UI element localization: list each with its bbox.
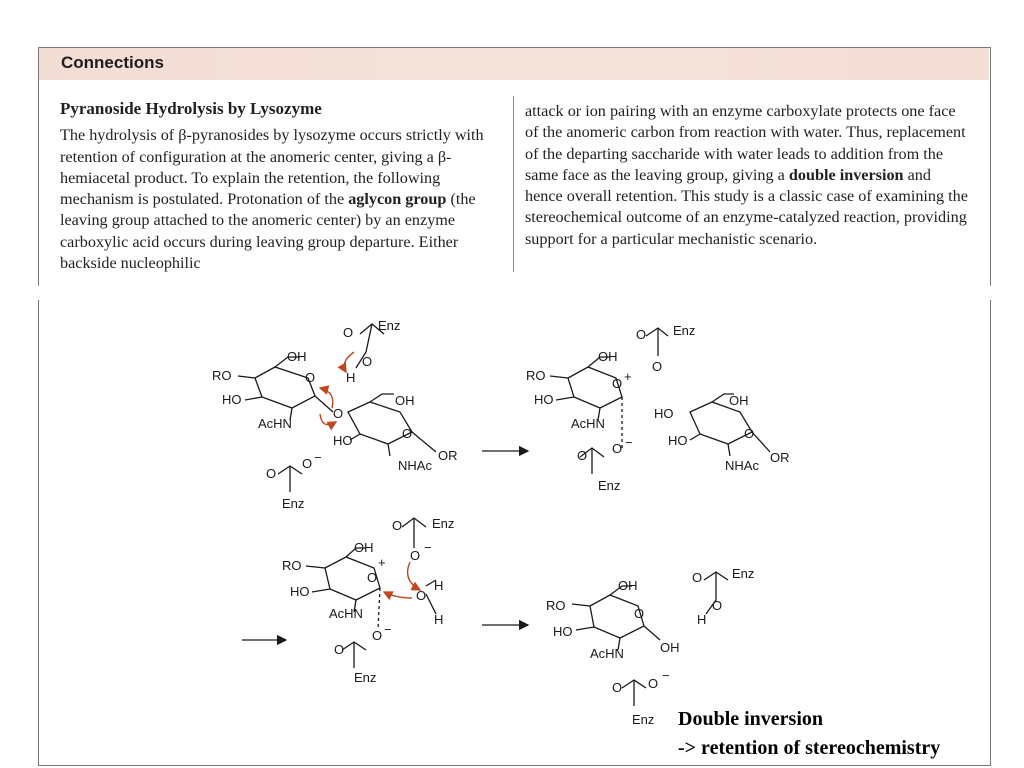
label-o: O	[634, 606, 645, 621]
label-o: O	[612, 441, 623, 456]
label-nhac: NHAc	[398, 458, 432, 473]
label-enz: Enz	[378, 318, 401, 333]
label-ho: HO	[222, 392, 242, 407]
label-o: O	[266, 466, 277, 481]
label-o: O	[652, 359, 663, 374]
label-oh: OH	[729, 393, 749, 408]
label-minus: −	[384, 622, 392, 637]
right-text-1: attack or ion pairing with an enzyme carboxylate protects one face of the anomeric carbon from reaction with water. Thus, replacement of the departing saccharide with water leads to addition from the same face as the leaving group, giving a	[525, 102, 966, 184]
label-o: O	[305, 370, 316, 385]
label-o: O	[372, 628, 383, 643]
label-ho: HO	[553, 624, 573, 639]
label-h: H	[346, 370, 356, 385]
label-o: O	[392, 518, 403, 533]
label-plus: +	[624, 369, 632, 384]
label-ro: RO	[282, 558, 302, 573]
label-ho: HO	[290, 584, 310, 599]
label-minus: −	[314, 450, 322, 465]
label-o: O	[648, 676, 659, 691]
label-ho: HO	[534, 392, 554, 407]
label-achn: AcHN	[571, 416, 605, 431]
label-o: O	[612, 680, 623, 695]
banner-title: Connections	[61, 53, 164, 72]
label-or: OR	[770, 450, 790, 465]
label-oh: OH	[395, 393, 415, 408]
label-oh: OH	[618, 578, 638, 593]
label-enz: Enz	[354, 670, 377, 685]
label-o: O	[367, 570, 378, 585]
label-minus: −	[424, 540, 432, 555]
conclusion-caption	[678, 705, 940, 763]
label-minus: −	[662, 668, 670, 683]
left-text-2: (the leaving group attached to the anomeric center) by an enzyme carboxylic acid occurs during leaving group departure. Either backside nucleophilic	[60, 190, 476, 273]
panel-water-arrows	[384, 562, 420, 598]
label-o: O	[343, 325, 354, 340]
label-minus: −	[625, 435, 633, 450]
caption-line-1: Double inversion	[678, 708, 824, 730]
label-enz: Enz	[598, 478, 621, 493]
label-enz: Enz	[282, 496, 305, 511]
label-o: O	[416, 588, 427, 603]
label-enz: Enz	[632, 712, 655, 727]
label-achn: AcHN	[590, 646, 624, 661]
label-o: O	[302, 456, 313, 471]
label-nhac: NHAc	[725, 458, 759, 473]
label-oh: OH	[598, 349, 618, 364]
panel-substrate	[238, 324, 528, 492]
label-or: OR	[438, 448, 458, 463]
label-o: O	[362, 354, 373, 369]
panel-product-labels	[546, 566, 754, 727]
right-text-2: and hence overall retention. This study is a classic case of examining the stereochemical outcome of an enzyme-catalyzed reaction, providing support for a particular mechanistic scenario.	[525, 165, 968, 248]
label-h: H	[434, 578, 444, 593]
double-inversion-term: double inversion	[788, 165, 904, 184]
label-h: H	[697, 612, 707, 627]
left-text-1: The hydrolysis of β-pyranosides by lysozyme occurs strictly with retention of configuration at the anomeric center, giving a β-hemiacetal product. To explain the retention, the following mechanism is postulated. Protonation of the	[60, 126, 484, 209]
label-oh: OH	[287, 349, 307, 364]
label-o: O	[333, 406, 344, 421]
label-o: O	[334, 642, 345, 657]
label-enz: Enz	[673, 323, 696, 338]
label-achn: AcHN	[329, 606, 363, 621]
label-o: O	[712, 598, 723, 613]
label-o: O	[577, 448, 588, 463]
label-plus: +	[378, 555, 386, 570]
label-o: O	[612, 376, 623, 391]
label-achn: AcHN	[258, 416, 292, 431]
label-ho: HO	[654, 406, 674, 421]
label-o: O	[744, 426, 755, 441]
label-oh: OH	[660, 640, 680, 655]
label-enz: Enz	[732, 566, 755, 581]
label-ho: HO	[333, 433, 353, 448]
article-heading: Pyranoside Hydrolysis by Lysozyme	[60, 99, 322, 118]
label-ro: RO	[212, 368, 232, 383]
label-o: O	[636, 327, 647, 342]
label-ho: HO	[668, 433, 688, 448]
label-h: H	[434, 612, 444, 627]
panel-substrate-labels	[212, 318, 458, 511]
label-ro: RO	[526, 368, 546, 383]
aglycon-term: aglycon group	[348, 190, 447, 209]
label-o: O	[402, 426, 413, 441]
label-ro: RO	[546, 598, 566, 613]
label-o: O	[410, 548, 421, 563]
label-oh: OH	[354, 540, 374, 555]
label-enz: Enz	[432, 516, 455, 531]
caption-line-2: -> retention of stereochemistry	[678, 737, 941, 759]
label-o: O	[692, 570, 703, 585]
